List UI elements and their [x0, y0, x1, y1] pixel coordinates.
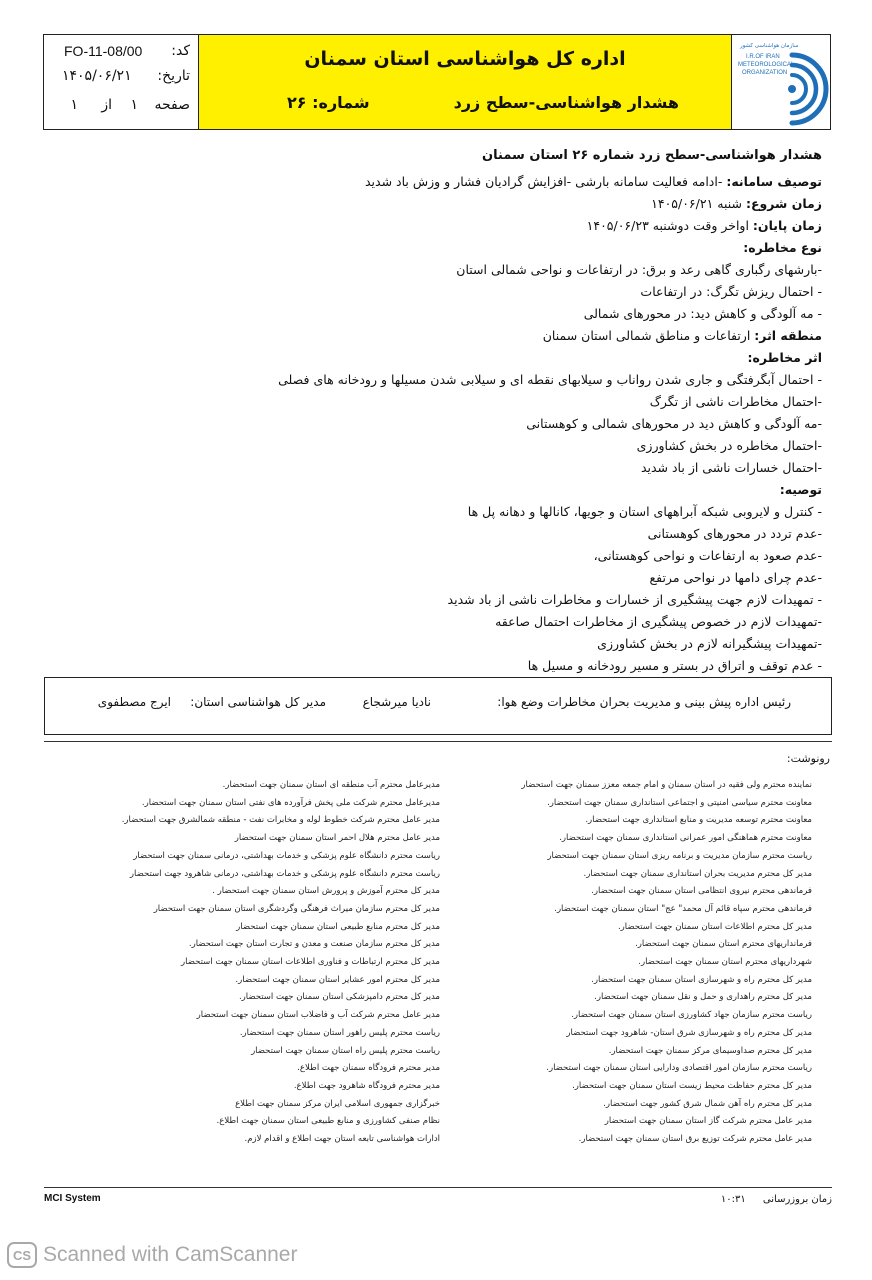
cc-recipient: ریاست محترم سازمان امور اقتصادی ودارایی استان سمنان جهت استحضار.	[546, 1063, 812, 1074]
cc-recipient: ریاست محترم پلیس راه استان سمنان جهت استحضار	[251, 1045, 440, 1056]
area-label: منطقه اثر:	[754, 328, 822, 343]
forecast-head-label: رئیس اداره پیش بینی و مدیریت بحران مخاطرات وضع هوا:	[497, 695, 791, 709]
advice-item: -عدم چرای دامها در نواحی مرتفع	[649, 570, 822, 585]
divider	[44, 741, 832, 742]
date-value: ۱۴۰۵/۰۶/۲۱	[62, 68, 132, 84]
cc-recipient: مدیر عامل محترم هلال احمر استان سمنان جهت استحضار	[234, 833, 440, 844]
cc-recipient: مدیر کل محترم صداوسیمای مرکز سمنان جهت استحضار.	[608, 1045, 812, 1056]
cc-recipient: معاونت محترم توسعه مدیریت و منابع استانداری جهت استحضار.	[585, 815, 812, 826]
forecast-head-name: نادیا میرشجاع	[362, 695, 431, 709]
cc-recipient: مدیر کل محترم دامپزشکی استان سمنان جهت استحضار.	[238, 992, 440, 1003]
cc-recipient: مدیر محترم فرودگاه شاهرود جهت اطلاع.	[293, 1080, 440, 1091]
cc-recipient: فرماندهی محترم نیروی انتظامی استان سمنان جهت استحضار.	[591, 886, 812, 897]
page-label: صفحه	[154, 97, 190, 113]
hazard-type-item: - مه آلودگی و کاهش دید: در محورهای شمالی	[583, 306, 822, 321]
org-title: اداره کل هواشناسی استان سمنان	[304, 48, 626, 70]
page-row	[52, 97, 190, 119]
code-value: FO-11-08/00	[64, 43, 143, 59]
start-time-row	[651, 196, 822, 212]
cc-recipient: مدیر عامل محترم شرکت توزیع برق استان سمنان جهت استحضار.	[578, 1134, 812, 1144]
director-name: ایرج مصطفوی	[97, 695, 171, 709]
update-time	[721, 1194, 832, 1205]
cc-recipient: ریاست محترم سازمان جهاد کشاورزی استان سمنان جهت استحضار.	[571, 1010, 812, 1021]
start-value: شنبه ۱۴۰۵/۰۶/۲۱	[651, 196, 746, 211]
cc-recipient: فرماندهی محترم سپاه قائم آل محمد" عج" استان سمنان جهت استحضار.	[554, 903, 812, 914]
end-time-row	[587, 218, 822, 234]
logo-text-fa: سازمان هواشناسی کشور	[740, 43, 799, 49]
cc-recipient: ریاست محترم پلیس راهور استان سمنان جهت استحضار.	[239, 1027, 440, 1038]
description-value: -ادامه فعالیت سامانه بارشی -افزایش گرادیان فشار و وزش باد شدید	[364, 174, 727, 189]
cc-recipient: مدیر کل محترم امور عشایر استان سمنان جهت استحضار.	[235, 974, 440, 985]
cc-recipient: مدیر کل محترم راهداری و حمل و نقل سمنان جهت استحضار.	[594, 992, 812, 1003]
director-label: مدیر کل هواشناسی استان:	[190, 695, 326, 709]
cc-recipient: ریاست محترم سازمان مدیریت و برنامه ریزی استان سمنان جهت استحضار	[547, 850, 812, 861]
cc-recipient: مدیر کل محترم راه و شهرسازی شرق استان- شاهرود جهت استحضار	[566, 1027, 812, 1038]
cc-recipient: مدیر کل محترم منابع طبیعی استان سمنان جهت استحضار	[236, 921, 440, 932]
cc-recipient: مدیر محترم فرودگاه سمنان جهت اطلاع.	[297, 1063, 440, 1074]
advice-item: -تمهیدات پیشگیرانه لازم در بخش کشاورزی	[597, 636, 822, 651]
end-label: زمان پایان:	[752, 218, 822, 233]
cc-recipient: فرمانداریهای محترم استان سمنان جهت استحضار.	[635, 939, 812, 950]
logo-text-en1: I.R.OF IRAN	[746, 54, 780, 60]
cc-recipient: مدیر کل محترم راه و شهرسازی استان سمنان جهت استحضار.	[591, 974, 812, 985]
end-value: اواخر وقت دوشنبه ۱۴۰۵/۰۶/۲۳	[586, 218, 753, 233]
cc-recipient: مدیر کل محترم اطلاعات استان سمنان جهت استحضار.	[617, 921, 812, 932]
description-label: توصیف سامانه:	[726, 174, 822, 189]
warning-type: هشدار هواشناسی-سطح زرد	[453, 93, 679, 112]
impact-item: - احتمال آبگرفتگی و جاری شدن رواناب و سیلابهای نقطه ای و سیلابی شدن مسیلها و رودخانه های فصلی	[278, 372, 822, 387]
cc-recipient: خبرگزاری جمهوری اسلامی ایران مرکز سمنان جهت اطلاع	[235, 1098, 440, 1109]
impact-item: -احتمال خسارات ناشی از باد شدید	[640, 460, 822, 475]
camscanner-watermark	[7, 1240, 297, 1270]
signature-box	[44, 677, 832, 735]
affected-area-row	[543, 328, 822, 344]
cc-recipient: مدیر کل محترم سازمان میراث فرهنگی وگردشگری استان سمنان جهت استحضار	[153, 903, 440, 914]
advice-item: - کنترل و لایروبی شبکه آبراههای استان و جویها، کانالها و دهانه پل ها	[467, 504, 822, 519]
cc-recipient: مدیر کل محترم ارتباطات و فناوری اطلاعات استان سمنان جهت استحضار	[181, 957, 440, 967]
cc-recipient: معاونت محترم هماهنگی امور عمرانی استانداری سمنان جهت استحضار.	[559, 833, 812, 844]
document-meta-box	[44, 35, 199, 129]
cc-recipient: مدیر کل محترم آموزش و پرورش استان سمنان جهت استحضار .	[212, 886, 440, 897]
impact-label: اثر مخاطره:	[747, 350, 822, 365]
advice-item: - عدم توقف و اتراق در بستر و مسیر رودخانه و مسیل ها	[527, 658, 822, 673]
logo-text-en3: ORGANIZATION	[742, 70, 788, 76]
impact-item: -مه آلودگی و کاهش دید در محورهای شمالی و کوهستانی	[526, 416, 822, 431]
header-title-band	[199, 35, 732, 129]
date-row	[52, 68, 190, 90]
cc-recipient: مدیرعامل محترم آب منطقه ای استان سمنان جهت استحضار.	[222, 780, 440, 790]
cc-recipient: مدیر کل محترم سازمان صنعت و معدن و تجارت استان جهت استحضار.	[188, 939, 440, 950]
logo-text-en2: METEOROLOGICAL	[738, 62, 795, 68]
camscanner-logo-icon: CS	[7, 1242, 37, 1268]
page-of: از	[101, 97, 112, 113]
code-label: کد:	[171, 43, 190, 59]
advice-item: -تمهیدات لازم در خصوص پیشگیری از مخاطرات احتمال صاعقه	[495, 614, 822, 629]
advice-label: توصیه:	[779, 482, 822, 497]
cc-recipient: مدیر عامل محترم شرکت گاز استان سمنان جهت استحضار	[604, 1116, 812, 1127]
cc-recipient: مدیر عامل محترم شرکت آب و فاضلاب استان سمنان جهت استحضار	[196, 1010, 440, 1021]
document-header	[43, 34, 831, 130]
page-number: ۱	[130, 97, 138, 113]
impact-item: -احتمال مخاطره در بخش کشاورزی	[636, 438, 822, 453]
advice-item: - تمهیدات لازم جهت پیشگیری از خسارات و مخاطرات ناشی از باد شدید	[447, 592, 822, 607]
advice-item: -عدم صعود به ارتفاعات و نواحی کوهستانی،	[593, 548, 822, 563]
cc-recipient: ریاست محترم دانشگاه علوم پزشکی و خدمات بهداشتی، درمانی شاهرود جهت استحضار	[129, 868, 440, 879]
cc-recipient: نماینده محترم ولی فقیه در استان سمنان و امام جمعه معزز سمنان جهت استحضار	[521, 780, 812, 790]
hazard-type-label: نوع مخاطره:	[743, 240, 822, 255]
document-title: هشدار هواشناسی-سطح زرد شماره ۲۶ استان سمنان	[482, 148, 822, 163]
page-total: ۱	[70, 97, 78, 113]
cc-recipient: مدیرعامل محترم شرکت ملی پخش فرآورده های نفتی استان سمنان جهت استحضار.	[141, 797, 440, 808]
start-label: زمان شروع:	[745, 196, 822, 211]
warning-number: شماره: ۲۶	[287, 93, 370, 112]
cc-recipient: ریاست محترم دانشگاه علوم پزشکی و خدمات بهداشتی، درمانی سمنان جهت استحضار	[133, 850, 440, 861]
impact-item: -احتمال مخاطرات ناشی از تگرگ	[649, 394, 822, 409]
hazard-type-item: - احتمال ریزش تگرگ: در ارتفاعات	[640, 284, 822, 299]
cc-title: رونوشت:	[786, 752, 830, 765]
advice-item: -عدم تردد در محورهای کوهستانی	[647, 526, 822, 541]
cc-recipient: مدیر کل محترم حفاظت محیط زیست استان سمنان جهت استحضار.	[572, 1080, 812, 1091]
footer-divider	[44, 1187, 832, 1188]
cc-recipient: مدیر کل محترم مدیریت بحران استانداری سمنان جهت استحضار.	[583, 868, 812, 879]
update-label: زمان بروزرسانی	[762, 1194, 832, 1205]
watermark-text: Scanned with CamScanner	[43, 1243, 298, 1266]
date-label: تاریخ:	[157, 68, 190, 84]
update-time-value: ۱۰:۳۱	[720, 1194, 746, 1205]
cc-recipient: نظام صنفی کشاورزی و منابع طبیعی استان سمنان جهت اطلاع.	[216, 1116, 440, 1127]
cc-recipient: مدیر عامل محترم شرکت خطوط لوله و مخابرات نفت - منطقه شمالشرق جهت استحضار.	[121, 815, 440, 826]
hazard-type-item: -بارشهای رگباری گاهی رعد و برق: در ارتفاعات و نواحی شمالی استان	[456, 262, 822, 277]
cc-recipient: شهرداریهای محترم استان سمنان جهت استحضار.	[638, 957, 812, 967]
area-value: ارتفاعات و مناطق شمالی استان سمنان	[542, 328, 755, 343]
cc-recipient: ادارات هواشناسی تابعه استان جهت اطلاع و اقدام لازم.	[244, 1134, 440, 1144]
meteorological-organization-logo	[732, 35, 832, 129]
cc-recipient: معاونت محترم سیاسی امنیتی و اجتماعی استانداری سمنان جهت استحضار.	[547, 797, 812, 808]
system-name: MCI System	[44, 1193, 101, 1204]
code-row	[52, 43, 190, 65]
description-row	[365, 174, 822, 190]
cc-recipient: مدیر کل محترم راه آهن شمال شرق کشور جهت استحضار.	[603, 1098, 812, 1109]
